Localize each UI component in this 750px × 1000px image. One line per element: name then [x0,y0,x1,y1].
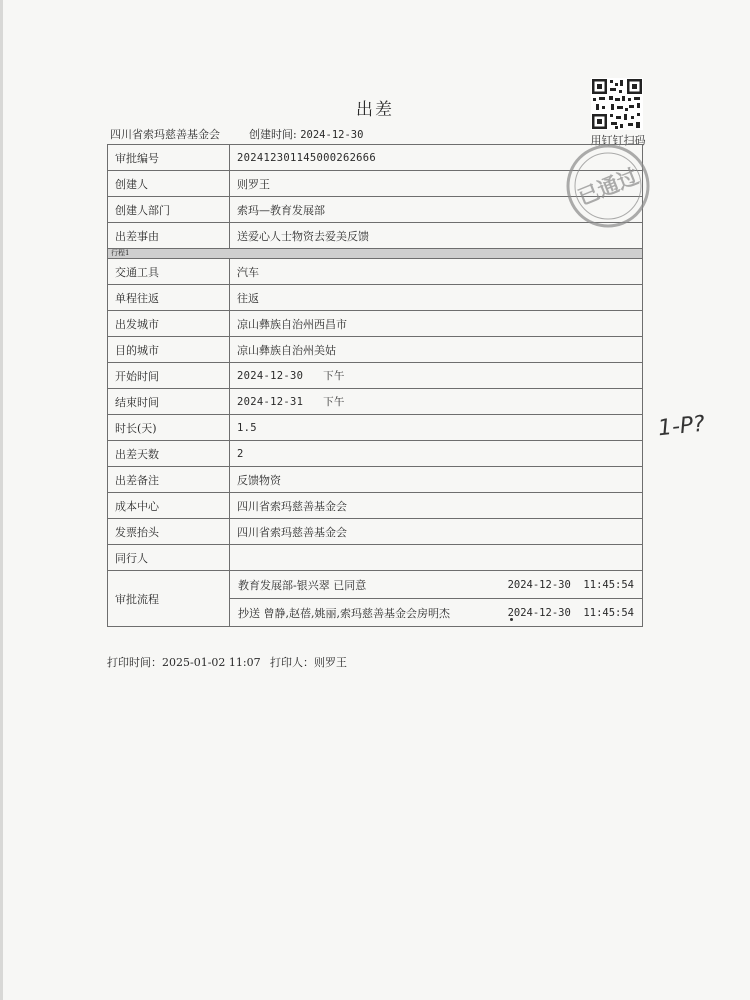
table-row [108,337,643,363]
section-label: 行程1 [108,249,643,259]
trip-days-value: 2 [230,441,643,467]
field-label: 发票抬头 [108,519,230,545]
handwritten-annotation: 1-P? [656,411,707,442]
field-label: 创建人部门 [108,197,230,223]
approval-flow [230,571,643,627]
table-row [108,415,643,441]
printer-name: 打印人：则罗王 [270,656,347,669]
field-label: 出差事由 [108,223,230,249]
table-row [108,259,643,285]
table-row [108,441,643,467]
destination-city-value: 凉山彝族自治州美姑 [230,337,643,363]
round-trip-value: 往返 [230,285,643,311]
field-label: 出发城市 [108,311,230,337]
creator-value: 则罗王 [230,171,643,197]
approval-number-value: 202412301145000262666 [230,145,643,171]
table-row [108,545,643,571]
table-row [108,311,643,337]
department-value: 索玛—教育发展部 [230,197,643,223]
table-row [108,389,643,415]
table-row [108,493,643,519]
table-row [108,363,643,389]
field-label: 审批流程 [108,571,230,627]
approval-step-time: 2024-12-30 11:45:54 [507,606,634,619]
field-label: 出差天数 [108,441,230,467]
departure-city-value: 凉山彝族自治州西昌市 [230,311,643,337]
companions-value [230,545,643,571]
cost-center-value: 四川省索玛慈善基金会 [230,493,643,519]
trip-note-value: 反馈物资 [230,467,643,493]
field-label: 审批编号 [108,145,230,171]
field-label: 单程往返 [108,285,230,311]
organization-name: 四川省索玛慈善基金会 [110,128,220,141]
section-header-row [108,249,643,259]
field-label: 目的城市 [108,337,230,363]
approval-step-text: 教育发展部-银兴翠 已同意 [238,578,367,592]
table-row [108,571,643,627]
invoice-title-value: 四川省索玛慈善基金会 [230,519,643,545]
approval-step-time: 2024-12-30 11:45:54 [507,578,634,591]
table-row [108,519,643,545]
field-label: 交通工具 [108,259,230,285]
table-row [108,467,643,493]
stamp-text: 已通过 [574,164,643,210]
start-time-value: 2024-12-30 下午 [230,363,643,389]
field-label: 成本中心 [108,493,230,519]
created-time [249,126,363,142]
created-value: 2024-12-30 [300,129,364,141]
field-label: 开始时间 [108,363,230,389]
transport-value: 汽车 [230,259,643,285]
trip-reason-value: 送爱心人士物资去爱美反馈 [230,223,643,249]
qr-scan-label: 用钉钉扫码 [590,134,646,147]
ink-dot [510,618,513,621]
field-label: 时长(天) [108,415,230,441]
field-label: 结束时间 [108,389,230,415]
approval-step [230,598,642,626]
table-row [108,285,643,311]
created-label: 创建时间: [249,128,297,141]
field-label: 同行人 [108,545,230,571]
document-title: 出差 [356,100,394,120]
print-time: 打印时间：2025-01-02 11:07 [107,656,261,669]
approved-stamp-icon [558,136,658,236]
approval-step-text: 抄送 曾静,赵蓓,姚丽,索玛慈善基金会房明杰 [238,606,450,620]
approval-step [230,571,642,598]
field-label: 创建人 [108,171,230,197]
end-time-value: 2024-12-31 下午 [230,389,643,415]
qr-code-icon [591,78,643,130]
page-edge [0,0,3,1000]
duration-value: 1.5 [230,415,643,441]
field-label: 出差备注 [108,467,230,493]
